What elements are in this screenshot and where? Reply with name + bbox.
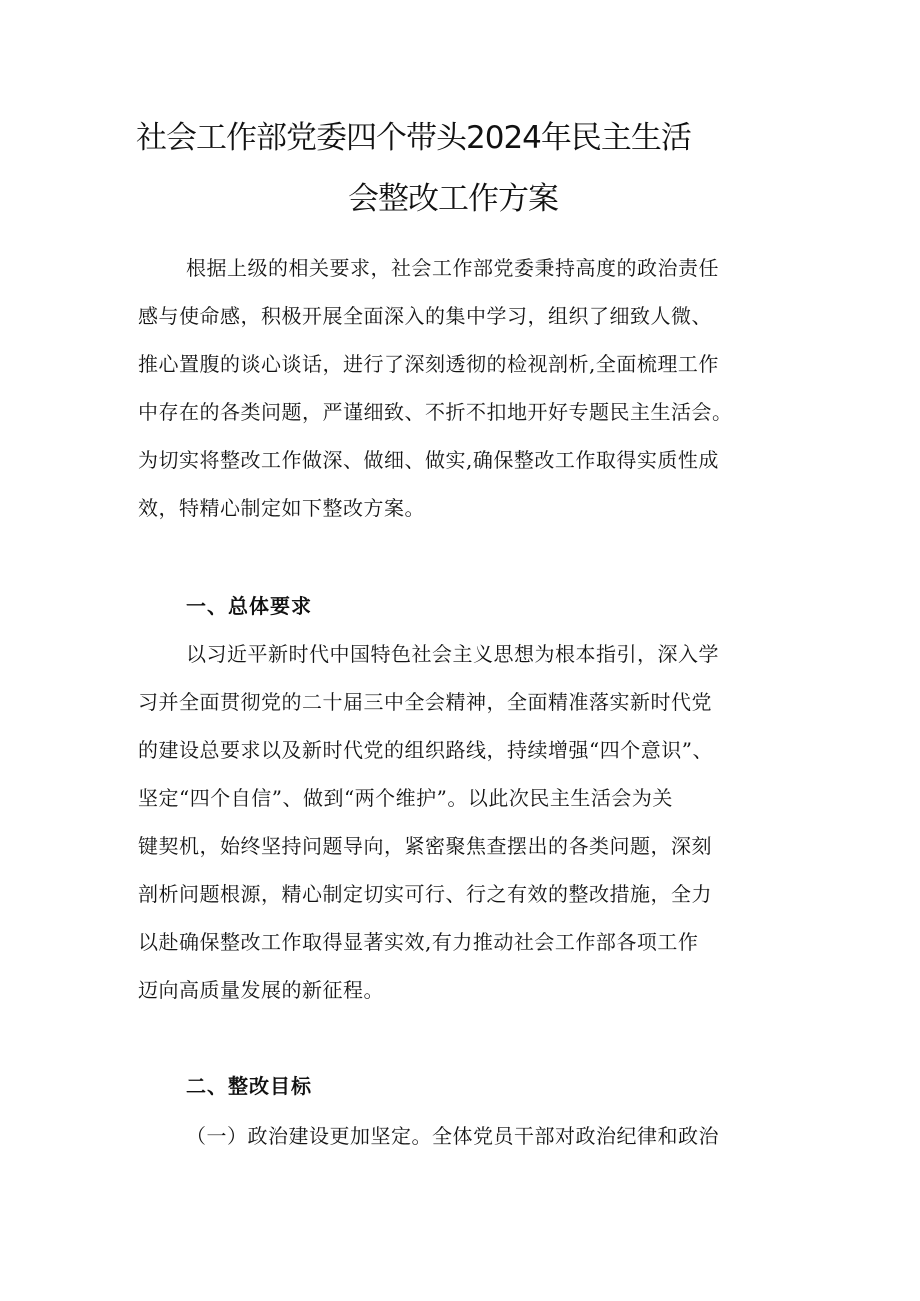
section1-line: 以赴确保整改工作取得显著实效,有力推动社会工作部各项工作: [138, 930, 699, 954]
intro-line: 感与使命感，积极开展全面深入的集中学习，组织了细致人微、: [138, 304, 712, 328]
section-heading-rectification-goals: 二、整改目标: [186, 1074, 312, 1098]
intro-line: 中存在的各类问题，严谨细致、不折不扣地开好专题民主生活会。: [138, 400, 733, 424]
section1-line: 坚定“四个自信”、做到“两个维护”。以此次民主生活会为关: [138, 786, 673, 810]
section1-line: 键契机，始终坚持问题导向，紧密聚焦查摆出的各类问题，深刻: [138, 834, 712, 858]
section1-line: 迈向高质量发展的新征程。: [138, 978, 384, 1002]
intro-line: 效，特精心制定如下整改方案。: [138, 496, 425, 520]
document-title-line-2: 会整改工作方案: [348, 181, 558, 217]
intro-line: 为切实将整改工作做深、做细、做实,确保整改工作取得实质性成: [138, 448, 719, 472]
intro-line: 推心置腹的谈心谈话，进行了深刻透彻的检视剖析,全面梳理工作: [138, 352, 719, 376]
intro-line: 根据上级的相关要求，社会工作部党委秉持高度的政治责任: [186, 256, 719, 280]
section1-line: 剖析问题根源，精心制定切实可行、行之有效的整改措施，全力: [138, 882, 712, 906]
document-title-line-1: 社会工作部党委四个带头2024年民主生活: [136, 120, 691, 156]
section2-line: （一）政治建设更加坚定。全体党员干部对政治纪律和政治: [186, 1124, 719, 1148]
section1-line: 的建设总要求以及新时代党的组织路线，持续增强“四个意识”、: [138, 738, 713, 762]
section1-line: 以习近平新时代中国特色社会主义思想为根本指引，深入学: [186, 642, 719, 666]
section1-line: 习并全面贯彻党的二十届三中全会精神，全面精准落实新时代党: [138, 690, 712, 714]
section-heading-overall-requirements: 一、总体要求: [186, 594, 312, 618]
